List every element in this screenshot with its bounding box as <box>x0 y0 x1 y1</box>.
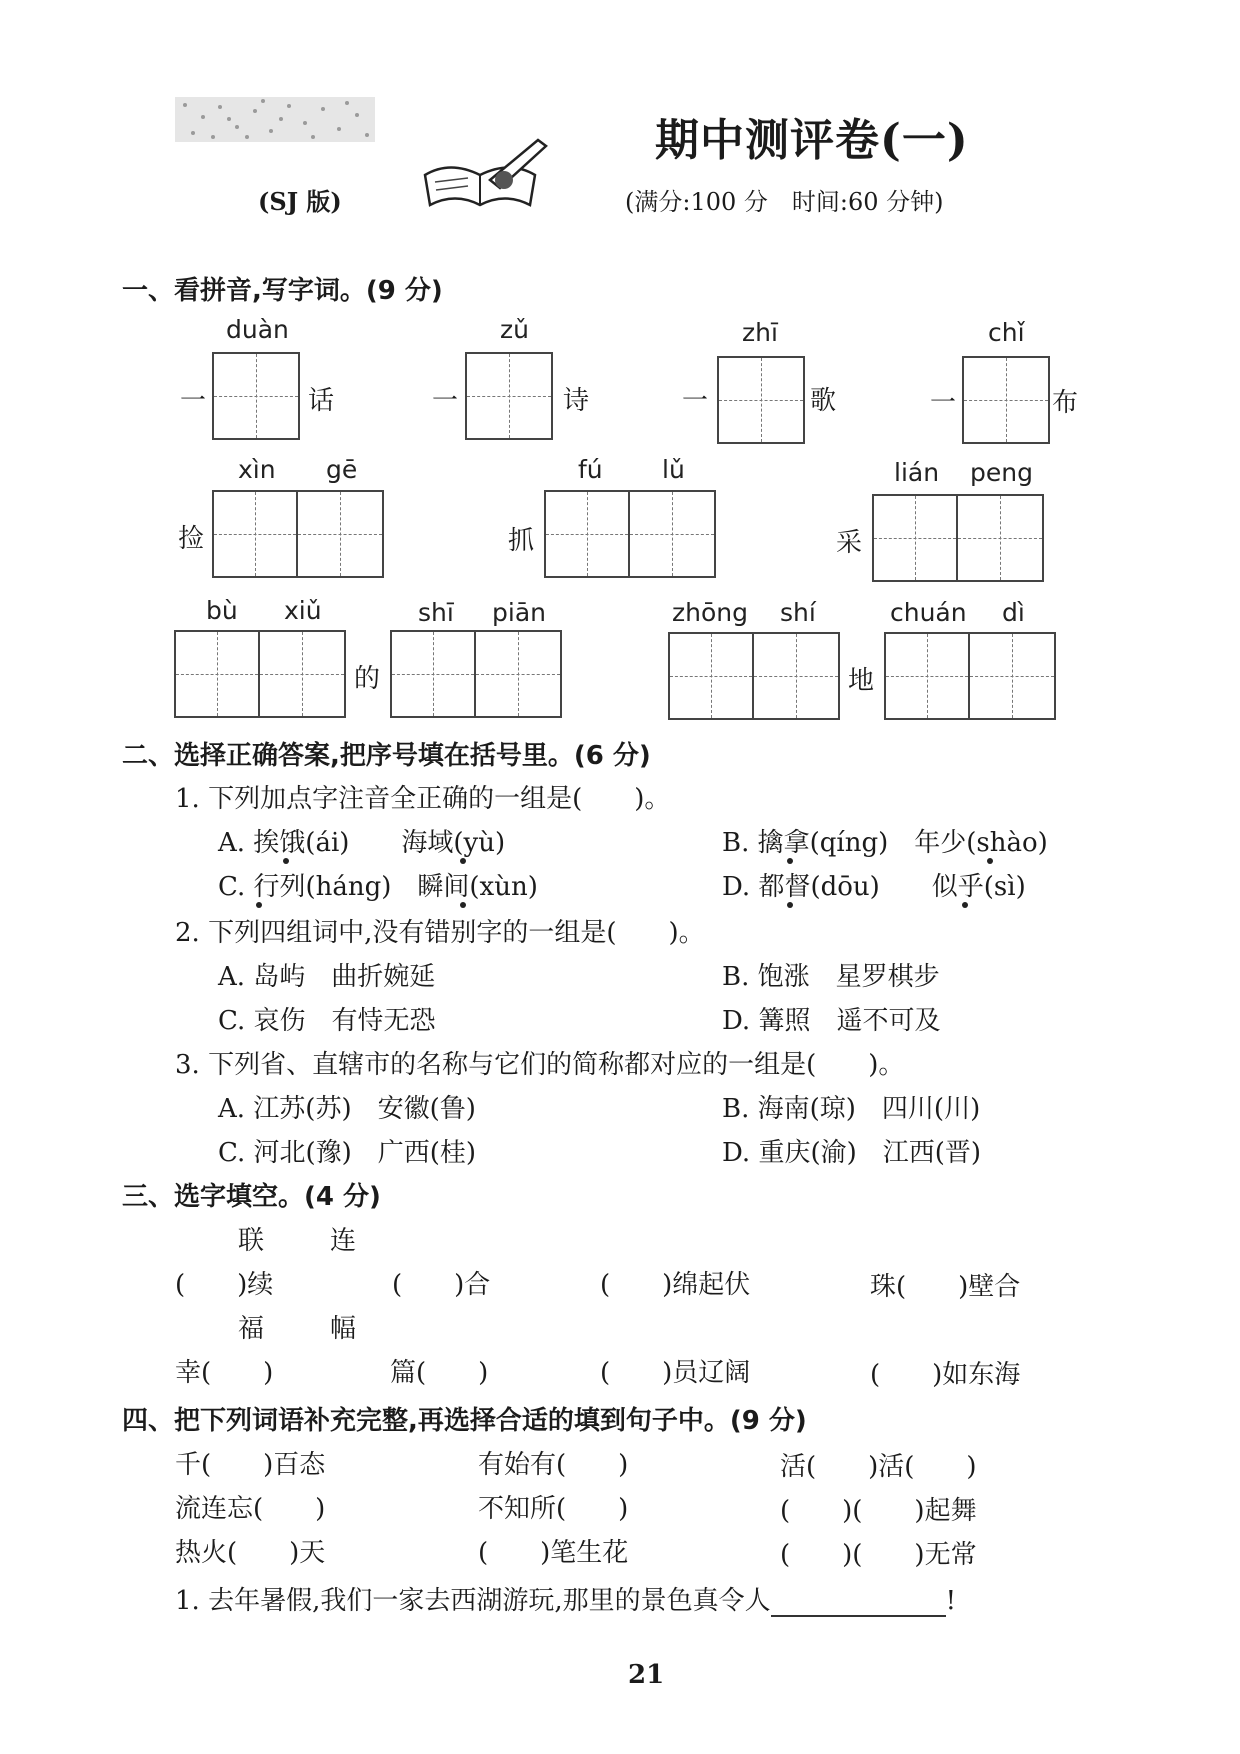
writing-grid[interactable] <box>465 352 553 440</box>
pinyin-label: lǔ <box>662 455 685 484</box>
word-prefix: 捡 <box>178 524 205 554</box>
pinyin-label: lián <box>894 458 940 487</box>
option-c[interactable]: C. 行列(háng) 瞬间(xùn) <box>218 872 538 902</box>
pinyin-label: zhōng <box>672 598 748 627</box>
emphasis-dot <box>787 858 793 864</box>
pinyin-label: bù <box>206 596 238 625</box>
option-d[interactable]: D. 都督(dōu) 似乎(sì) <box>722 872 1026 902</box>
writing-grid[interactable] <box>668 632 840 720</box>
emphasis-dot <box>987 858 993 864</box>
option-d[interactable]: D. 篝照 遥不可及 <box>722 1006 941 1036</box>
choice-char: 福 <box>238 1314 265 1344</box>
exam-meta: (满分:100 分 时间:60 分钟) <box>625 188 944 216</box>
option-b[interactable]: B. 海南(琼) 四川(川) <box>722 1094 981 1124</box>
emphasis-dot <box>283 858 289 864</box>
fill-blank-word[interactable]: ( )绵起伏 <box>600 1270 751 1300</box>
word-suffix: 的 <box>354 664 381 694</box>
word-prefix: 一 <box>682 386 709 416</box>
writing-grid[interactable] <box>872 494 1044 582</box>
idiom-blank[interactable]: 热火( )天 <box>175 1538 326 1568</box>
writing-grid[interactable] <box>544 490 716 578</box>
pinyin-label: piān <box>492 598 546 627</box>
pinyin-label: gē <box>326 455 358 484</box>
pinyin-label: chǐ <box>988 318 1025 347</box>
word-suffix: 地 <box>848 666 875 696</box>
idiom-blank[interactable]: 千( )百态 <box>175 1450 326 1480</box>
fill-blank-word[interactable]: ( )如东海 <box>870 1360 1021 1390</box>
section-4-heading: 四、把下列词语补充完整,再选择合适的填到句子中。(9 分) <box>122 1406 807 1436</box>
pinyin-label: dì <box>1002 598 1025 627</box>
emphasis-dot <box>962 902 968 908</box>
writing-grid[interactable] <box>884 632 1056 720</box>
book-and-pen-icon <box>420 130 550 210</box>
idiom-blank[interactable]: ( )笔生花 <box>478 1538 629 1568</box>
page-title: 期中测评卷(一) <box>655 115 969 166</box>
pinyin-label: peng <box>970 458 1033 487</box>
pinyin-label: duàn <box>226 315 289 344</box>
word-suffix: 歌 <box>810 386 837 416</box>
pinyin-label: zǔ <box>500 315 529 344</box>
question-stem: 2. 下列四组词中,没有错别字的一组是( )。 <box>175 918 705 948</box>
word-suffix: 诗 <box>563 386 590 416</box>
word-suffix: 话 <box>308 386 335 416</box>
option-c[interactable]: C. 河北(豫) 广西(桂) <box>218 1138 477 1168</box>
option-a[interactable]: A. 江苏(苏) 安徽(鲁) <box>218 1094 476 1124</box>
sentence-question <box>175 1580 956 1617</box>
emphasis-dot <box>256 902 262 908</box>
fill-blank-word[interactable]: ( )员辽阔 <box>600 1358 751 1388</box>
word-prefix: 抓 <box>508 526 535 556</box>
option-b[interactable]: B. 擒拿(qíng) 年少(shào) <box>722 828 1048 858</box>
section-3-heading: 三、选字填空。(4 分) <box>122 1182 381 1212</box>
option-a[interactable]: A. 岛屿 曲折婉延 <box>218 962 436 992</box>
section-1-heading: 一、看拼音,写字词。(9 分) <box>122 276 443 306</box>
section-2-heading: 二、选择正确答案,把序号填在括号里。(6 分) <box>122 741 651 771</box>
pinyin-label: xìn <box>238 455 276 484</box>
choice-char: 联 <box>238 1226 265 1256</box>
word-prefix: 一 <box>930 388 957 418</box>
option-b[interactable]: B. 饱涨 星罗棋步 <box>722 962 940 992</box>
fill-blank-word[interactable]: ( )合 <box>392 1270 491 1300</box>
sentence-text: 1. 去年暑假,我们一家去西湖游玩,那里的景色真令人 <box>175 1586 771 1616</box>
pinyin-label: xiǔ <box>284 596 322 625</box>
option-d[interactable]: D. 重庆(渝) 江西(晋) <box>722 1138 982 1168</box>
choice-char: 幅 <box>330 1314 357 1344</box>
writing-grid[interactable] <box>212 490 384 578</box>
option-c[interactable]: C. 哀伤 有恃无恐 <box>218 1006 436 1036</box>
idiom-blank[interactable]: 活( )活( ) <box>780 1452 977 1482</box>
writing-grid[interactable] <box>174 630 346 718</box>
idiom-blank[interactable]: 不知所( ) <box>478 1494 629 1524</box>
pinyin-label: shī <box>418 598 454 627</box>
sentence-end: ! <box>945 1586 957 1616</box>
word-prefix: 采 <box>836 528 863 558</box>
fill-blank-word[interactable]: 珠( )壁合 <box>870 1272 1021 1302</box>
idiom-blank[interactable]: ( )( )无常 <box>780 1540 977 1570</box>
answer-blank[interactable] <box>771 1589 946 1617</box>
word-prefix: 一 <box>432 386 459 416</box>
fill-blank-word[interactable]: ( )续 <box>175 1270 274 1300</box>
choice-char: 连 <box>330 1226 357 1256</box>
writing-grid[interactable] <box>717 356 805 444</box>
pinyin-label: chuán <box>890 598 967 627</box>
word-suffix: 布 <box>1052 388 1079 418</box>
idiom-blank[interactable]: 有始有( ) <box>478 1450 629 1480</box>
pinyin-label: shí <box>780 598 816 627</box>
pinyin-label: fú <box>578 455 603 484</box>
question-stem: 1. 下列加点字注音全正确的一组是( )。 <box>175 784 671 814</box>
fill-blank-word[interactable]: 幸( ) <box>175 1358 274 1388</box>
page-number: 21 <box>628 1660 665 1690</box>
edition-label: (SJ 版) <box>258 187 342 216</box>
writing-grid[interactable] <box>212 352 300 440</box>
emphasis-dot <box>460 902 466 908</box>
writing-grid[interactable] <box>390 630 562 718</box>
idiom-blank[interactable]: 流连忘( ) <box>175 1494 326 1524</box>
writing-grid[interactable] <box>962 356 1050 444</box>
emphasis-dot <box>460 858 466 864</box>
idiom-blank[interactable]: ( )( )起舞 <box>780 1496 977 1526</box>
scanned-texture-stamp <box>175 97 375 142</box>
fill-blank-word[interactable]: 篇( ) <box>390 1358 489 1388</box>
question-stem: 3. 下列省、直辖市的名称与它们的简称都对应的一组是( )。 <box>175 1050 905 1080</box>
option-a[interactable]: A. 挨饿(ái) 海域(yù) <box>218 828 506 858</box>
word-prefix: 一 <box>180 386 207 416</box>
pinyin-label: zhī <box>742 318 778 347</box>
emphasis-dot <box>787 902 793 908</box>
